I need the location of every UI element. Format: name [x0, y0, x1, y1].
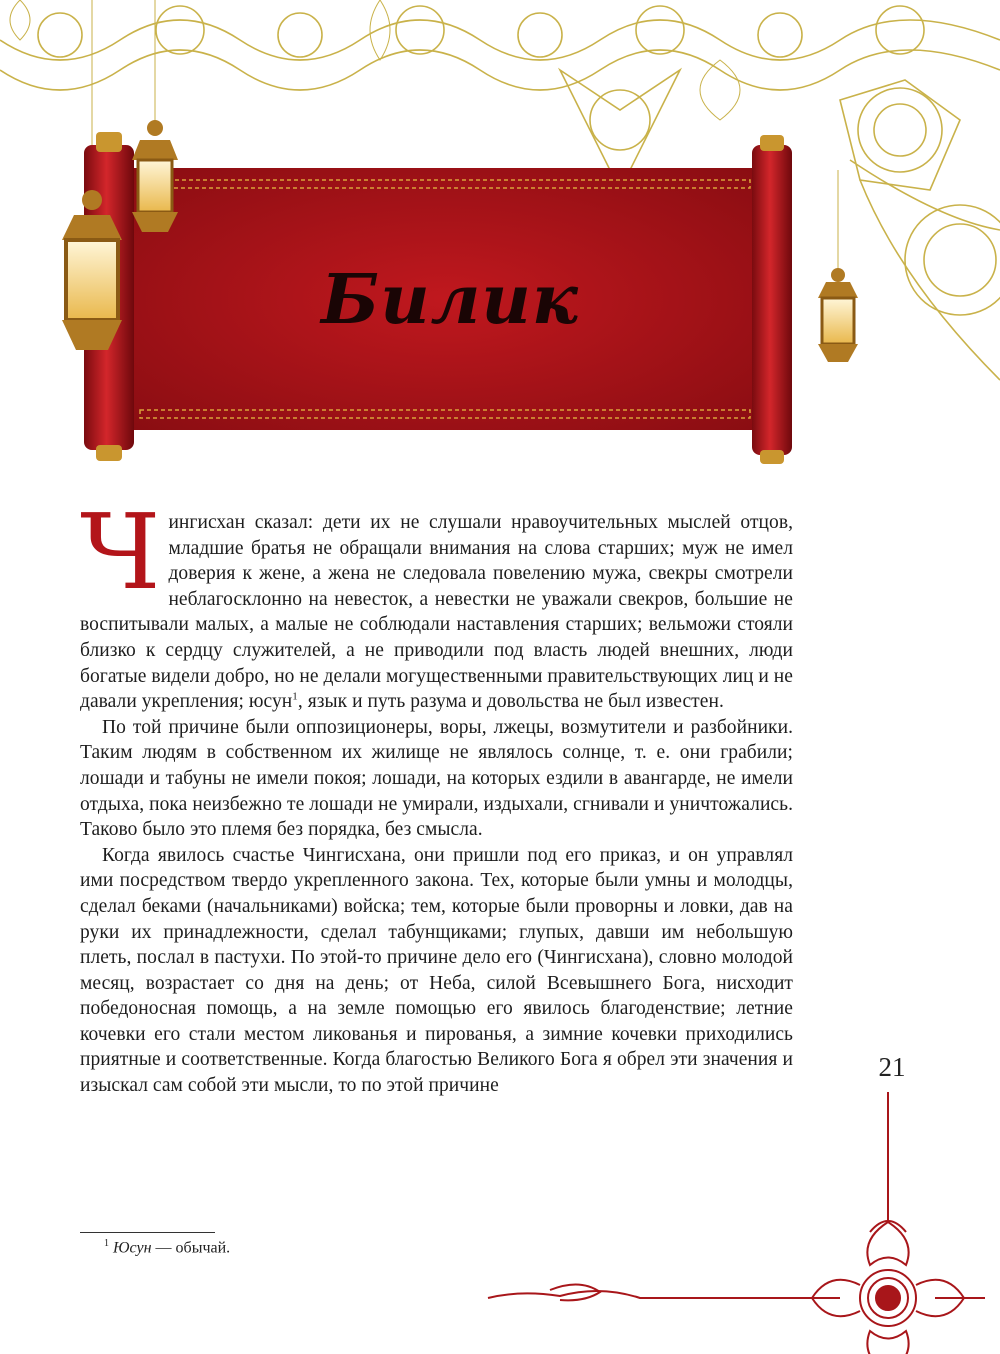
body-text — [80, 491, 793, 1099]
lantern-icon — [132, 120, 178, 232]
footnote-term: Юсун — [113, 1239, 152, 1257]
scroll-banner — [0, 0, 1000, 470]
rosette-ornament — [470, 1075, 1000, 1354]
footnote-definition: — обычай. — [151, 1239, 231, 1257]
footnote-ref[interactable]: 1 — [292, 690, 298, 703]
paragraph-text: , язык и путь разума и довольства не был известен. — [297, 691, 724, 713]
paragraph-text: ингисхан сказал: дети их не слушали нравоучительных мыслей отцов, младшие братья не обращали внимания на слова старших; муж не имел доверия к жене, а жена не следовала повелению мужа, свекры смотрели неблагосклонно на невесток, а невестки не уважали свекров, большие не воспитывали малых, а малые не соблюдали наставления старших; вельможи стояли близко к сердцу служителей, а не приводили под власть людей внешних, люди богатые видели добро, но не делали могущественными правительствующих лиц и не давали укрепления; юсун — [80, 512, 793, 713]
page-title: Билик — [321, 260, 579, 340]
footnote — [104, 1238, 230, 1257]
footnote-divider — [80, 1232, 215, 1233]
paragraph: По той причине были оппозиционеры, воры, лжецы, возмутители и разбойники. Таким людям в собственном их жилище не являлось солнце, т. е. они грабили; лошади и табуны не имели покоя; лошади, на которых ездили в авангарде, не имели отдыха, пока неизбежно те лошади не умирали, издыхали, сгнивали и уничтожались. Таково было это племя без порядка, без смысла. — [80, 716, 793, 841]
page-number: 21 — [878, 1052, 906, 1082]
paragraph: Когда явилось счастье Чингисхана, они пришли под его приказ, и он управлял ими посредством твердо укрепленного закона. Тех, которые были умны и молодцы, сделал беками (начальниками) войска; тем, которые были проворны и ловки, дав на руки их принадлежности, сделал табунщиками; глупых, давши им небольшую плеть, послал в пастухи. По этой-то причине дело его (Чингисхана), словно молодой месяц, возрастает со дня на день; от Неба, силой Всевышнего Бога, нисходит победоносная помощь, а на земле помощью его явилось благоденствие; летние кочевки его стали местом ликованья и пированья, а зимние кочевки приходились приятные и соответственные. Когда благостью Великого Бога я обрел эти значения и изыскал сам собой эти мысли, то по этой причине — [80, 844, 793, 1097]
drop-cap: Ч — [80, 491, 161, 613]
footnote-number: 1 — [104, 1238, 109, 1249]
lantern-icon — [818, 268, 858, 362]
paragraph — [80, 491, 793, 715]
